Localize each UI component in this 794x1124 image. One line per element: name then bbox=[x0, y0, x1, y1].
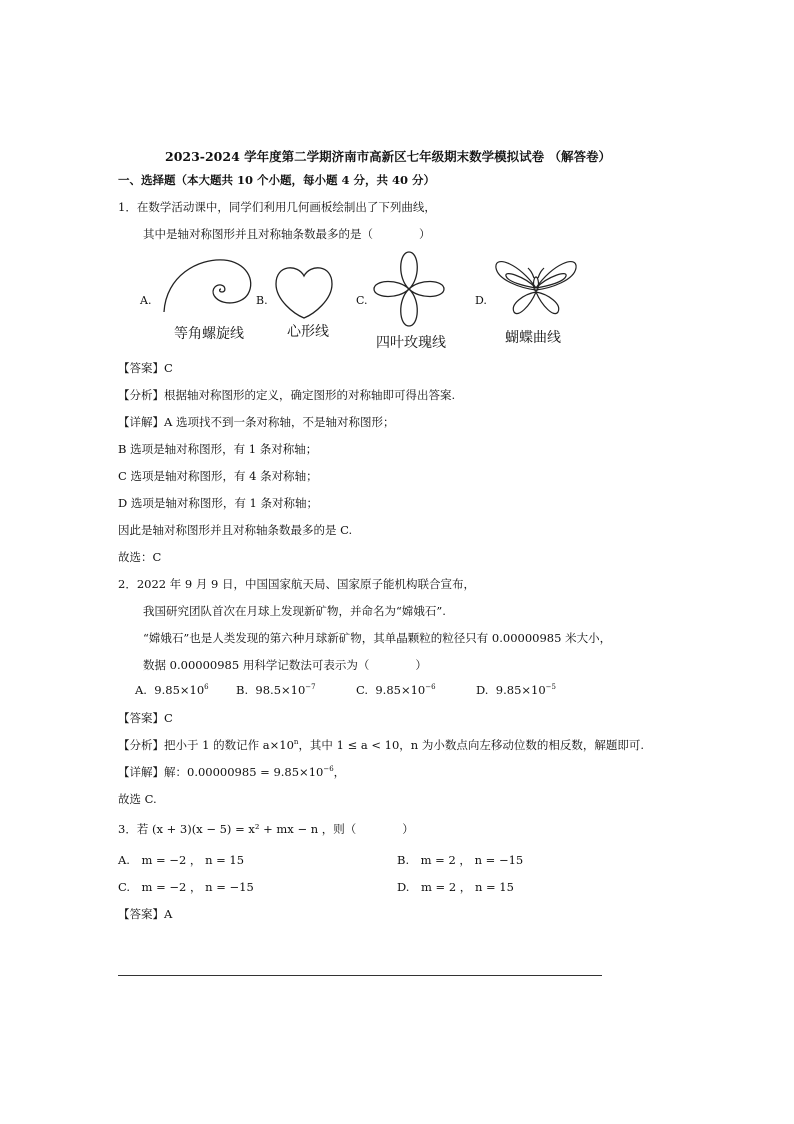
rose-icon bbox=[371, 248, 447, 330]
q2-line: “嫦娥石”也是人类发现的第六种月球新矿物，其单晶颗粒的粒径只有 0.00000985 米大小， bbox=[143, 631, 612, 645]
q1-analysis: 【分析】根据轴对称图形的定义，确定图形的对称轴即可得出答案. bbox=[118, 388, 456, 402]
section-heading: 一、选择题（本大题共 10 个小题，每小题 4 分，共 40 分） bbox=[118, 173, 436, 187]
q1-line1: 1．在数学活动课中，同学们利用几何画板绘制出了下列曲线， bbox=[118, 200, 436, 214]
butterfly-icon bbox=[490, 254, 582, 322]
q2-line: 2．2022 年 9 月 9 日，中国国家航天局、国家原子能机构联合宣布， bbox=[118, 577, 475, 591]
q1-detail-line: B 选项是轴对称图形，有 1 条对称轴； bbox=[118, 442, 318, 456]
q1-option-c-letter: C. bbox=[356, 294, 368, 307]
q3-stem: 3．若 (x + 3)(x − 5) = x² + mx − n ，则（ ） bbox=[118, 822, 414, 836]
q3-option-c: C. m = −2 ， n = −15 bbox=[118, 880, 254, 894]
q1-option-a-caption: 等角螺旋线 bbox=[174, 326, 244, 342]
q2-line: 我国研究团队首次在月球上发现新矿物，并命名为“嫦娥石”. bbox=[143, 604, 446, 618]
q1-conclusion: 故选：C bbox=[118, 550, 162, 564]
q2-answer: 【答案】C bbox=[118, 711, 173, 725]
q2-analysis: 【分析】把小于 1 的数记作 $a\times 10^n$，其中 1 ≤ a < 10，n 为小数点向左移动位数的相反数，解题即可. bbox=[118, 738, 645, 752]
q2-option-d: D. $9.85\times 10^{-5}$ bbox=[476, 683, 556, 697]
q2-option-b: B. $98.5\times 10^{-7}$ bbox=[236, 683, 316, 697]
q2-conclusion: 故选 C. bbox=[118, 792, 157, 806]
q3-option-d: D. m = 2 ， n = 15 bbox=[397, 880, 514, 894]
q1-option-d-caption: 蝴蝶曲线 bbox=[505, 330, 561, 346]
q1-option-d-letter: D. bbox=[475, 294, 487, 307]
q1-option-b-caption: 心形线 bbox=[287, 324, 329, 340]
q2-option-a: A. $9.85\times 10^6$ bbox=[135, 683, 209, 697]
q3-answer: 【答案】A bbox=[118, 907, 173, 921]
footer-divider bbox=[118, 975, 602, 976]
q1-option-c-caption: 四叶玫瑰线 bbox=[376, 335, 446, 351]
spiral-icon bbox=[158, 254, 258, 314]
page-title: 2023-2024 学年度第二学期济南市高新区七年级期末数学模拟试卷 （解答卷） bbox=[165, 149, 611, 164]
q1-detail-line: 【详解】A 选项找不到一条对称轴，不是轴对称图形； bbox=[118, 415, 395, 429]
q2-line: 数据 0.00000985 用科学记数法可表示为（ ） bbox=[143, 658, 427, 672]
q3-option-a: A. m = −2 ， n = 15 bbox=[118, 853, 245, 867]
q3-option-b: B. m = 2 ， n = −15 bbox=[397, 853, 524, 867]
q1-answer: 【答案】C bbox=[118, 361, 173, 375]
q2-detail: 【详解】解：$0.00000985 = 9.85\times 10^{-6}$， bbox=[118, 765, 346, 779]
q1-detail-line: D 选项是轴对称图形，有 1 条对称轴； bbox=[118, 496, 319, 510]
q1-line2: 其中是轴对称图形并且对称轴条数最多的是（ ） bbox=[143, 227, 431, 241]
q1-detail-line: 因此是轴对称图形并且对称轴条数最多的是 C. bbox=[118, 523, 353, 537]
q1-option-b-letter: B. bbox=[256, 294, 268, 307]
q1-option-a-letter: A. bbox=[140, 294, 152, 307]
q1-detail-line: C 选项是轴对称图形，有 4 条对称轴； bbox=[118, 469, 318, 483]
heart-icon bbox=[272, 262, 336, 320]
q2-option-c: C. $9.85\times 10^{-6}$ bbox=[356, 683, 436, 697]
